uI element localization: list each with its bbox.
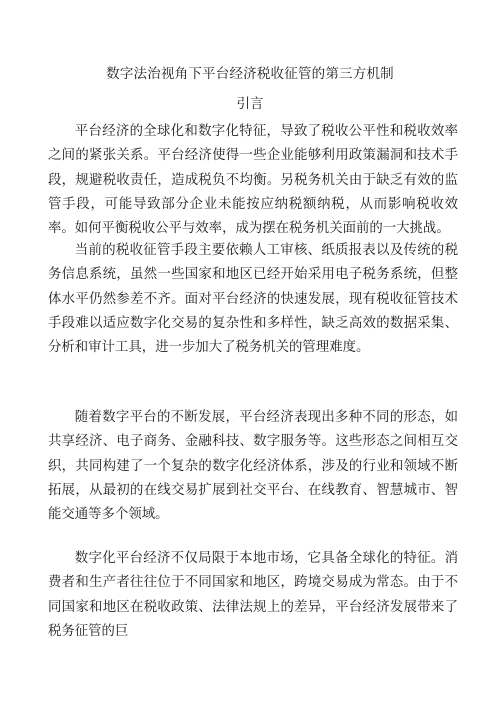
section-heading: 引言 [236, 96, 264, 112]
document-title: 数字法治视角下平台经济税收征管的第三方机制 [106, 66, 394, 82]
body-paragraph: 当前的税收征管手段主要依赖人工审核、纸质报表以及传统的税务信息系统，虽然一些国家和地区已经开始采用电子税务系统，但整体水平仍然参差不齐。面对平台经济的快速发展，现有税收征管技术手段难以适应数字化交易的复杂性和多样性，缺乏高效的数据采集、分析和审计工具，进一步加大了税务机关的管理难度。 [48, 243, 458, 356]
body-paragraph: 数字化平台经济不仅局限于本地市场，它具备全球化的特征。消费者和生产者往往位于不同国家和地区，跨境交易成为常态。由于不同国家和地区在税收政策、法律法规上的差异，平台经济发展带来了税务征管的巨 [48, 551, 458, 639]
body-paragraph: 随着数字平台的不断发展，平台经济表现出多种不同的形态，如共享经济、电子商务、金融科技、数字服务等。这些形态之间相互交织，共同构建了一个复杂的数字化经济体系，涉及的行业和领域不断拓展，从最初的在线交易扩展到社交平台、在线教育、智慧城市、智能交通等多个领域。 [48, 410, 458, 523]
body-paragraph: 平台经济的全球化和数字化特征，导致了税收公平性和税收效率之间的紧张关系。平台经济使得一些企业能够利用政策漏洞和技术手段，规避税收责任，造成税负不均衡。另税务机关由于缺乏有效的监管手段，可能导致部分企业未能按应纳税额纳税，从而影响税收效率。如何平衡税收公平与效率，成为摆在税务机关面前的一大挑战。 [48, 124, 458, 237]
